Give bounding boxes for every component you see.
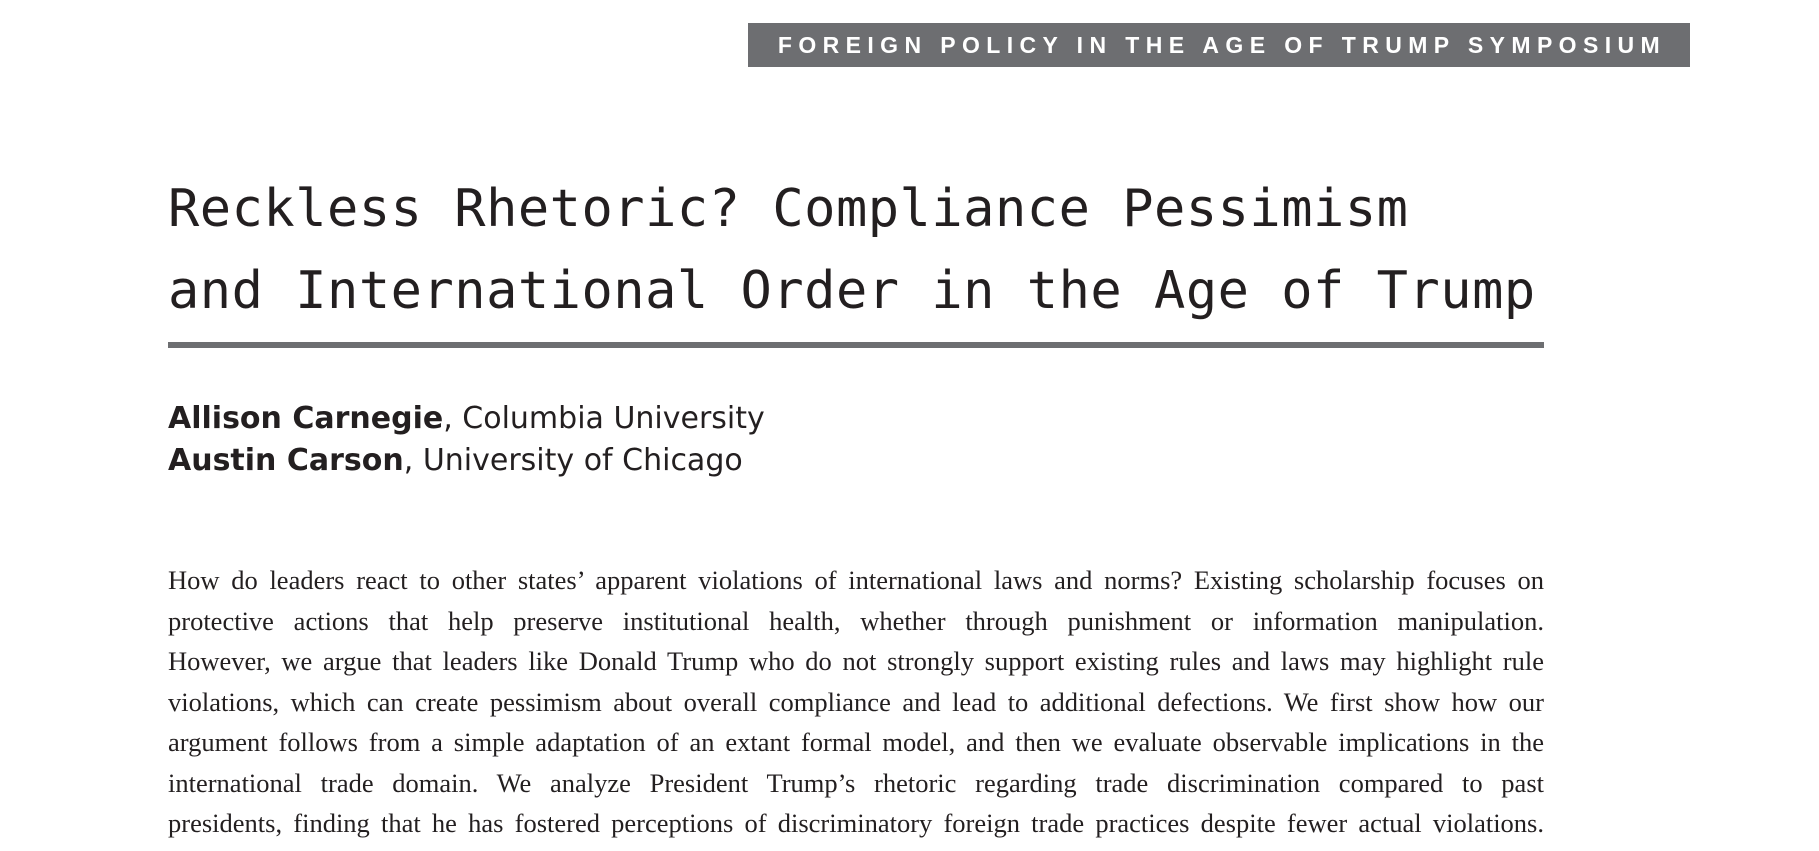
author-name: Allison Carnegie bbox=[168, 401, 444, 436]
author-entry bbox=[168, 398, 765, 440]
abstract-line: However, we argue that leaders like Donald Trump who do not strongly support existing rules and laws may highlight rule bbox=[168, 646, 1544, 676]
author-entry bbox=[168, 440, 765, 482]
abstract bbox=[168, 560, 1544, 844]
abstract-line: international trade domain. We analyze President Trump’s rhetoric regarding trade discrimination compared to past bbox=[168, 767, 1544, 798]
abstract-line: protective actions that help preserve institutional health, whether through punishment or information manipulation. bbox=[168, 605, 1544, 636]
title-divider bbox=[168, 342, 1544, 348]
author-list bbox=[168, 398, 765, 482]
author-name: Austin Carson bbox=[168, 443, 404, 478]
symposium-banner: FOREIGN POLICY IN THE AGE OF TRUMP SYMPOSIUM bbox=[748, 23, 1690, 67]
abstract-line: presidents, finding that he has fostered perceptions of discriminatory foreign trade practices despite fewer actual violations. bbox=[168, 808, 1544, 838]
author-affiliation: , University of Chicago bbox=[403, 443, 743, 478]
abstract-line: violations, which can create pessimism about overall compliance and lead to additional defections. We first show how our bbox=[168, 686, 1544, 717]
abstract-line: argument follows from a simple adaptation of an extant formal model, and then we evaluate observable implications in the bbox=[168, 727, 1544, 757]
article-title bbox=[168, 168, 1548, 332]
title-line-2: and International Order in the Age of Trump bbox=[168, 261, 1536, 321]
title-line-1: Reckless Rhetoric? Compliance Pessimism bbox=[168, 179, 1409, 239]
author-affiliation: , Columbia University bbox=[443, 401, 765, 436]
abstract-line: How do leaders react to other states’ apparent violations of international laws and norms? Existing scholarship focuses on bbox=[168, 565, 1544, 595]
